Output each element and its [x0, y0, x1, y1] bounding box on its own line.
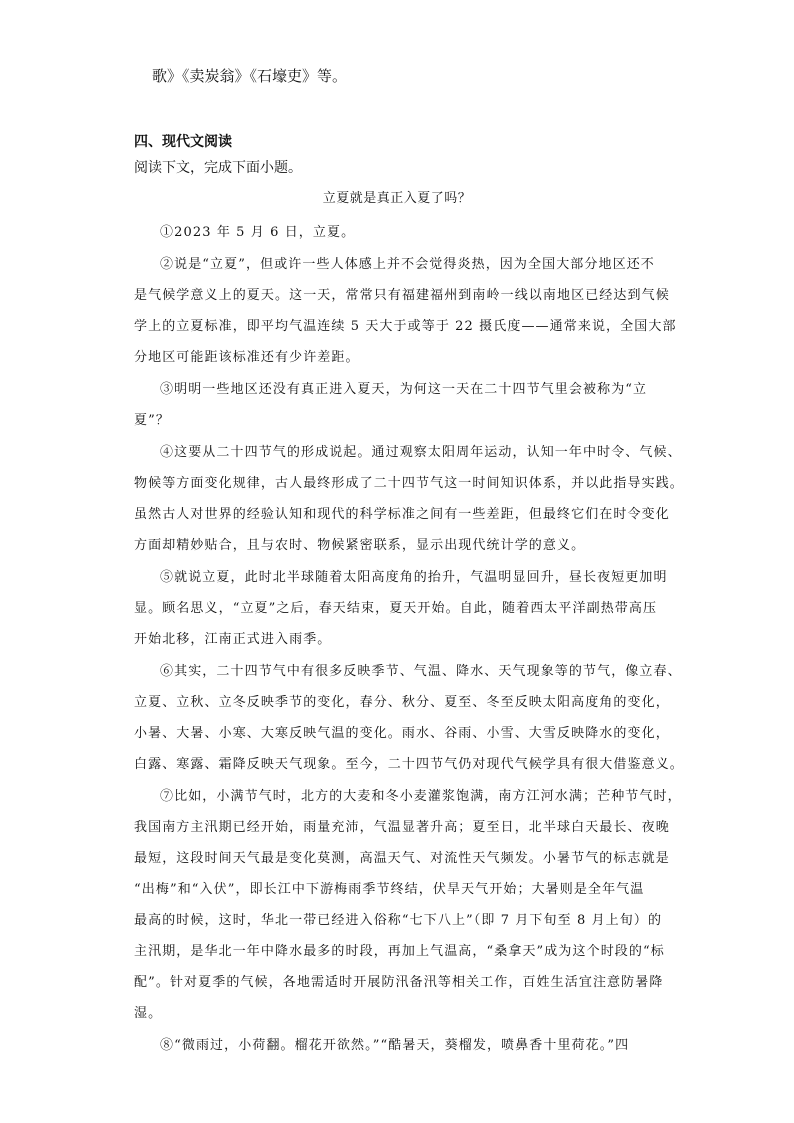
instruction-text: 阅读下文，完成下面小题。: [134, 160, 302, 176]
article-line: 夏”？: [134, 413, 170, 428]
article-line: 是气候学意义上的夏天。这一天，常常只有福建福州到南岭一线以南地区已经达到气候: [134, 288, 670, 303]
article-line: ①2023 年 5 月 6 日，立夏。: [160, 225, 356, 240]
article-line: 湿。: [134, 1006, 163, 1021]
article-line: ②说是“立夏”，但或许一些人体感上并不会觉得炎热，因为全国大部分地区还不: [160, 257, 655, 272]
article-line: 最短，这段时间天气最是变化莫测，高温天气、对流性天气频发。小暑节气的标志就是: [134, 851, 670, 866]
article-line: 小暑、大暑、小寒、大寒反映气温的变化。雨水、谷雨、小雪、大雪反映降水的变化，: [134, 726, 670, 741]
article-line: ④这要从二十四节气的形成说起。通过观察太阳周年运动，认知一年中时令、气候、: [160, 445, 682, 460]
article-line: ⑥其实，二十四节气中有很多反映季节、气温、降水、天气现象等的节气，像立春、: [160, 664, 682, 679]
article-line: 学上的立夏标准，即平均气温连续 5 天大于或等于 22 摄氏度——通常来说，全国大部: [134, 319, 677, 334]
article-line: “出梅”和“入伏”，即长江中下游梅雨季节终结，伏旱天气开始；大暑则是全年气温: [134, 882, 645, 897]
article-title: 立夏就是真正入夏了吗？: [322, 191, 472, 206]
article-line: 白露、寒露、霜降反映天气现象。至今，二十四节气仍对现代气候学具有很大借鉴意义。: [134, 757, 684, 772]
previous-answer-line: 歌》《卖炭翁》《石壕吏》等。: [152, 67, 348, 85]
article-line: 配”。针对夏季的气候，各地需适时开展防汛备汛等相关工作，百姓生活宜注意防暑降: [134, 975, 664, 990]
article-line: 分地区可能距该标准还有少许差距。: [134, 350, 360, 365]
article-line: 物候等方面变化规律，古人最终形成了二十四节气这一时间知识体系，并以此指导实践。: [134, 476, 684, 491]
article-line: 我国南方主汛期已经开始，雨量充沛，气温显著升高；夏至日，北半球白天最长、夜晚: [134, 820, 670, 835]
article-line: 虽然古人对世界的经验认知和现代的科学标准之间有一些差距，但最终它们在时令变化: [134, 507, 670, 522]
article-line: 最高的时候，这时，华北一带已经进入俗称“七下八上”（即 7 月下旬至 8 月上旬）的: [134, 913, 663, 928]
article-line: 方面却精妙贴合，且与农时、物候紧密联系，显示出现代统计学的意义。: [134, 538, 586, 553]
article-line: ⑤就说立夏，此时北半球随着太阳高度角的抬升，气温明显回升，昼长夜短更加明: [160, 570, 668, 585]
article-line: 主汛期，是华北一年中降水最多的时段，再加上气温高，“桑拿天”成为这个时段的“标: [134, 944, 665, 959]
article-line: 开始北移，江南正式进入雨季。: [134, 632, 332, 647]
article-line: ⑦比如，小满节气时，北方的大麦和冬小麦灌浆饱满，南方江河水满；芒种节气时，: [160, 789, 682, 804]
article-line: ③明明一些地区还没有真正进入夏天，为何这一天在二十四节气里会被称为“立: [160, 382, 648, 397]
section-heading: 四、现代文阅读: [134, 134, 232, 150]
article-line: ⑧“微雨过，小荷翻。榴花开欲然。”“酷暑天，葵榴发，喷鼻香十里荷花。”四: [160, 1038, 630, 1053]
article-line: 显。顾名思义，“立夏”之后，春天结束，夏天开始。自此，随着西太平洋副热带高压: [134, 601, 658, 616]
article-line: 立夏、立秋、立冬反映季节的变化，春分、秋分、夏至、冬至反映太阳高度角的变化，: [134, 695, 670, 710]
